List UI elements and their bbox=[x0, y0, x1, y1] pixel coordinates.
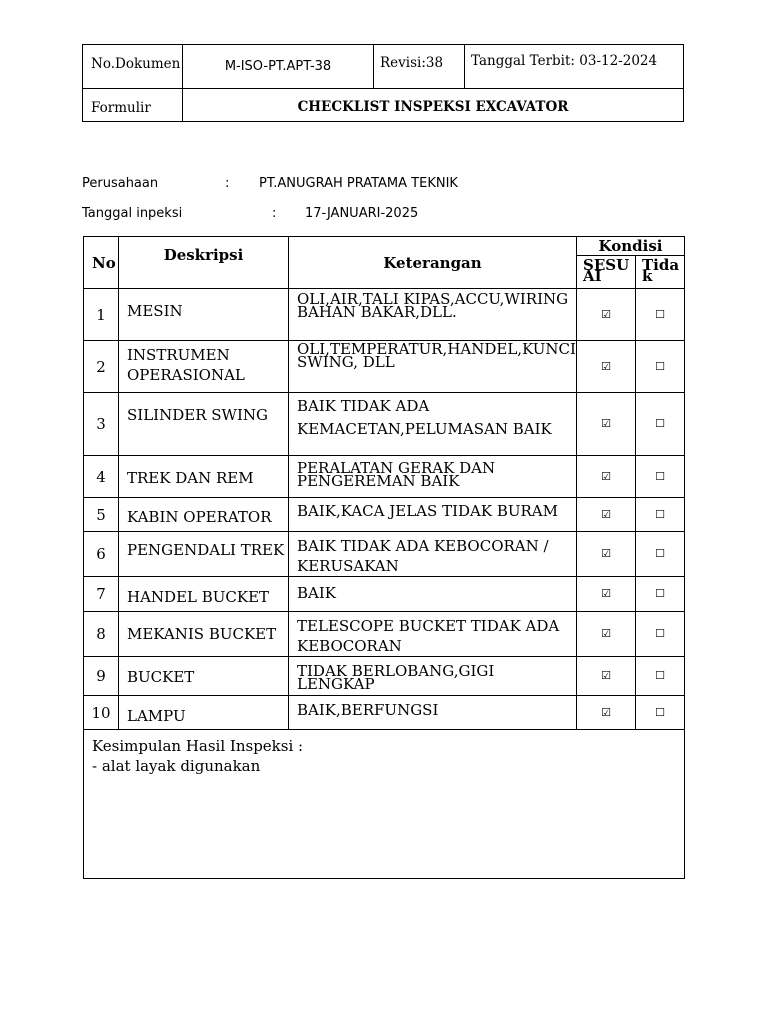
column-header-no: No bbox=[84, 237, 119, 289]
checked-box-icon[interactable]: ☑ bbox=[577, 657, 636, 696]
tanggal-terbit: Tanggal Terbit: 03-12-2024 bbox=[471, 53, 658, 69]
row-number: 10 bbox=[84, 696, 119, 730]
row-number: 7 bbox=[84, 577, 119, 612]
checklist-table bbox=[83, 236, 685, 879]
row-number: 2 bbox=[84, 341, 119, 393]
unchecked-box-icon[interactable]: ☐ bbox=[636, 657, 685, 696]
row-deskripsi: MEKANIS BUCKET bbox=[119, 612, 289, 657]
perusahaan-label: Perusahaan bbox=[82, 176, 159, 191]
unchecked-box-icon[interactable]: ☐ bbox=[636, 612, 685, 657]
row-keterangan: TELESCOPE BUCKET TIDAK ADA KEBOCORAN bbox=[289, 612, 577, 657]
row-deskripsi: SILINDER SWING bbox=[119, 393, 289, 456]
row-deskripsi: INSTRUMEN OPERASIONAL bbox=[119, 341, 289, 393]
row-keterangan: TIDAK BERLOBANG,GIGI LENGKAP bbox=[289, 657, 577, 696]
table-row bbox=[84, 532, 685, 577]
header-divider bbox=[83, 88, 683, 89]
column-header-tidak: Tidak bbox=[636, 256, 685, 289]
table-row bbox=[84, 498, 685, 532]
formulir-label: Formulir bbox=[91, 100, 151, 116]
row-deskripsi: MESIN bbox=[119, 289, 289, 341]
checked-box-icon[interactable]: ☑ bbox=[577, 498, 636, 532]
unchecked-box-icon[interactable]: ☐ bbox=[636, 456, 685, 498]
checked-box-icon[interactable]: ☑ bbox=[577, 696, 636, 730]
revisi-label: Revisi:38 bbox=[380, 55, 444, 71]
tanggal-inspeksi-separator: : bbox=[272, 206, 277, 221]
row-keterangan: OLI,TEMPERATUR,HANDEL,KUNCI SWING, DLL bbox=[289, 341, 577, 393]
no-dokumen-value: M-ISO-PT.APT-38 bbox=[224, 59, 332, 74]
row-number: 3 bbox=[84, 393, 119, 456]
unchecked-box-icon[interactable]: ☐ bbox=[636, 341, 685, 393]
conclusion-label: Kesimpulan Hasil Inspeksi : bbox=[92, 737, 304, 755]
checked-box-icon[interactable]: ☑ bbox=[577, 289, 636, 341]
column-header-keterangan: Keterangan bbox=[289, 237, 577, 289]
row-keterangan: BAIK,KACA JELAS TIDAK BURAM bbox=[289, 498, 577, 532]
row-deskripsi: HANDEL BUCKET bbox=[119, 577, 289, 612]
row-deskripsi: LAMPU bbox=[119, 696, 289, 730]
table-row bbox=[84, 696, 685, 730]
table-row bbox=[84, 456, 685, 498]
row-keterangan: BAIK,BERFUNGSI bbox=[289, 696, 577, 730]
row-number: 4 bbox=[84, 456, 119, 498]
checked-box-icon[interactable]: ☑ bbox=[577, 341, 636, 393]
row-number: 6 bbox=[84, 532, 119, 577]
row-deskripsi: TREK DAN REM bbox=[119, 456, 289, 498]
column-header-sesuai: SESUAI bbox=[577, 256, 636, 289]
perusahaan-separator: : bbox=[225, 176, 230, 191]
row-number: 5 bbox=[84, 498, 119, 532]
header-divider bbox=[373, 45, 374, 88]
document-title: CHECKLIST INSPEKSI EXCAVATOR bbox=[297, 99, 569, 115]
checked-box-icon[interactable]: ☑ bbox=[577, 612, 636, 657]
table-row bbox=[84, 577, 685, 612]
unchecked-box-icon[interactable]: ☐ bbox=[636, 393, 685, 456]
table-row bbox=[84, 612, 685, 657]
conclusion-box bbox=[84, 730, 685, 879]
checked-box-icon[interactable]: ☑ bbox=[577, 456, 636, 498]
row-keterangan: BAIK bbox=[289, 577, 577, 612]
row-keterangan: BAIK TIDAK ADA KEBOCORAN / KERUSAKAN bbox=[289, 532, 577, 577]
header-divider bbox=[464, 45, 465, 88]
row-keterangan: PERALATAN GERAK DAN PENGEREMAN BAIK bbox=[289, 456, 577, 498]
unchecked-box-icon[interactable]: ☐ bbox=[636, 532, 685, 577]
table-row bbox=[84, 657, 685, 696]
row-deskripsi: PENGENDALI TREK bbox=[119, 532, 289, 577]
tanggal-inspeksi-value: 17-JANUARI-2025 bbox=[305, 206, 419, 221]
unchecked-box-icon[interactable]: ☐ bbox=[636, 289, 685, 341]
unchecked-box-icon[interactable]: ☐ bbox=[636, 696, 685, 730]
column-header-deskripsi: Deskripsi bbox=[119, 237, 289, 289]
unchecked-box-icon[interactable]: ☐ bbox=[636, 577, 685, 612]
row-keterangan: BAIK TIDAK ADA KEMACETAN,PELUMASAN BAIK bbox=[289, 393, 577, 456]
no-dokumen-label: No.Dokumen bbox=[91, 56, 181, 72]
conclusion-value: - alat layak digunakan bbox=[92, 757, 261, 775]
checked-box-icon[interactable]: ☑ bbox=[577, 577, 636, 612]
table-row bbox=[84, 289, 685, 341]
table-row bbox=[84, 341, 685, 393]
checked-box-icon[interactable]: ☑ bbox=[577, 532, 636, 577]
table-row bbox=[84, 393, 685, 456]
checked-box-icon[interactable]: ☑ bbox=[577, 393, 636, 456]
perusahaan-value: PT.ANUGRAH PRATAMA TEKNIK bbox=[259, 176, 458, 191]
column-header-kondisi: Kondisi bbox=[577, 237, 685, 256]
tanggal-inspeksi-label: Tanggal inpeksi bbox=[82, 206, 183, 221]
row-number: 8 bbox=[84, 612, 119, 657]
row-keterangan: OLI,AIR,TALI KIPAS,ACCU,WIRING BAHAN BAKAR,DLL. bbox=[289, 289, 577, 341]
unchecked-box-icon[interactable]: ☐ bbox=[636, 498, 685, 532]
row-number: 1 bbox=[84, 289, 119, 341]
row-number: 9 bbox=[84, 657, 119, 696]
row-deskripsi: BUCKET bbox=[119, 657, 289, 696]
document-header bbox=[82, 44, 684, 122]
row-deskripsi: KABIN OPERATOR bbox=[119, 498, 289, 532]
